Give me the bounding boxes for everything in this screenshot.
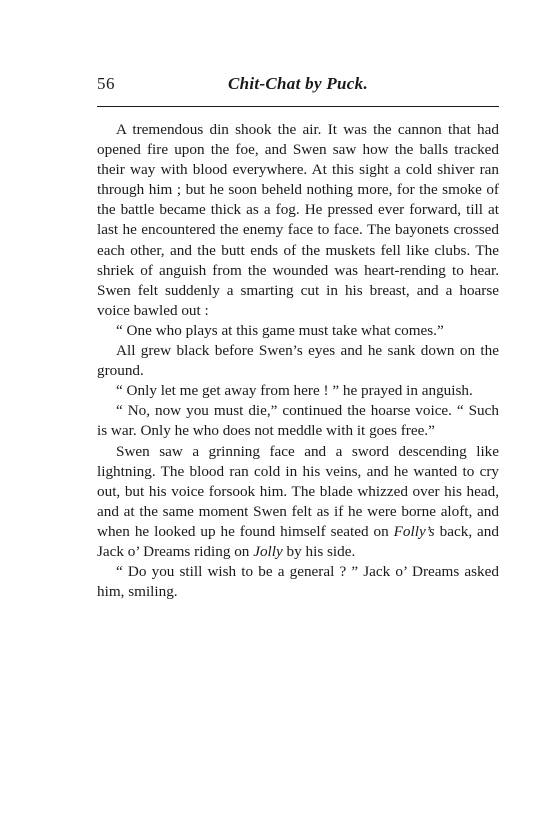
page-number: 56	[97, 74, 115, 93]
paragraph: “ No, now you must die,” continued the hoarse voice. “ Such is war. Only he who does not meddle with it goes free.”	[97, 402, 499, 440]
running-title: Chit-Chat by Puck.	[228, 74, 368, 93]
paragraph: Swen saw a grinning face and a sword descending like lightning. The blood ran cold in his veins, and he wanted to cry out, but his voice forsook him. The blade whizzed over his head, and at the same moment Swen felt as if he were borne aloft, and when he looked up he found himself seated on Folly’s back, and Jack o’ Dreams riding on Jolly by his side.	[97, 442, 499, 560]
paragraph: A tremendous din shook the air. It was the cannon that had opened fire upon the foe, and Swen saw how the balls tracked their way with blood everywhere. At this sight a cold shiver ran through him ; but he soon beheld nothing more, for the smoke of the battle became thick as a fog. He pressed ever forward, till at last he encountered the enemy face to face. The bayonets crossed each other, and the butt ends of the muskets fell like clubs. The shriek of anguish from the wounded was heart-rending to hear. Swen felt suddenly a smarting cut in his breast, and a hoarse voice bawled out :	[97, 121, 499, 319]
paragraph: “ Do you still wish to be a general ? ” Jack o’ Dreams asked him, smiling.	[97, 563, 499, 601]
paragraph: All grew black before Swen’s eyes and he sank down on the ground.	[97, 342, 499, 380]
paragraph: “ One who plays at this game must take what comes.”	[116, 321, 444, 339]
body-text	[97, 120, 499, 602]
page-header	[97, 74, 499, 100]
paragraph: “ Only let me get away from here ! ” he prayed in anguish.	[116, 382, 473, 400]
header-rule	[97, 106, 499, 107]
